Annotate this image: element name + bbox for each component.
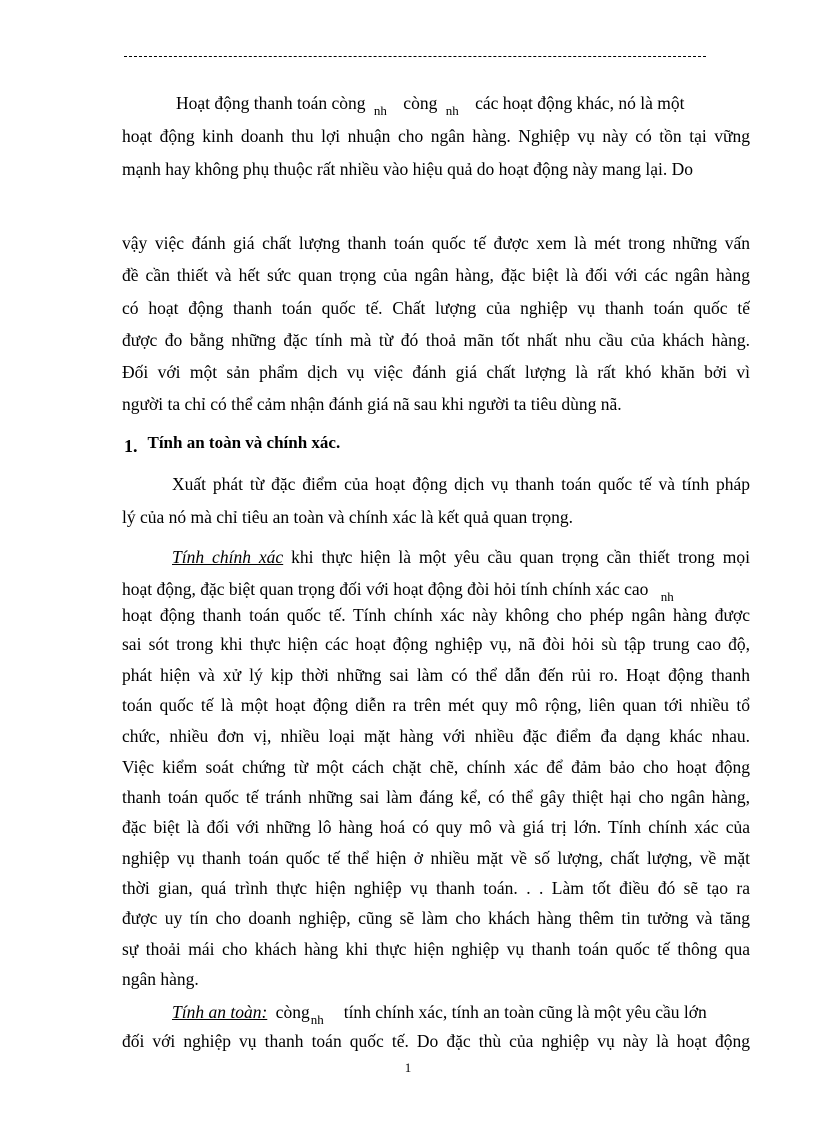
- p1-line-1: [122, 92, 750, 116]
- superscript-fragment: nh: [445, 103, 459, 116]
- p4-line-14: sự thoải mái cho khách hàng khi thực hiện nghiệp vụ thanh toán quốc tế thông qua: [122, 939, 750, 959]
- section-title: Tính an toàn và chính xác.: [147, 433, 341, 452]
- p4-line-11: nghiệp vụ thanh toán quốc tế thể hiện ở nhiều mặt về số lượng, chất lượng, về mặt: [122, 848, 750, 868]
- p4-line-10: đặc biệt là đối với những lô hàng hoá có quy mô và giá trị lớn. Tính chính xác của: [122, 817, 750, 837]
- superscript-fragment: nh: [660, 589, 674, 602]
- text-run: tính chính xác, tính an toàn cũng là một yêu cầu lớn: [343, 1002, 707, 1022]
- p4-line-7: chức, nhiều đơn vị, nhiều loại mặt hàng với nhiều đặc điểm đa dạng khác nhau.: [122, 726, 750, 746]
- p4-line-15: ngân hàng.: [122, 969, 199, 989]
- p4-line-4: sai sót trong khi thực hiện các hoạt động nghiệp vụ, nã đòi hỏi sù tập trung cao độ,: [122, 634, 750, 654]
- p1-line-3: mạnh hay không phụ thuộc rất nhiều vào hiệu quả do hoạt động này mang lại. Do: [122, 159, 694, 179]
- p3-line-1: Xuất phát từ đặc điểm của hoạt động dịch vụ thanh toán quốc tế và tính pháp: [172, 474, 750, 494]
- p2-line-1: vậy việc đánh giá chất lượng thanh toán quốc tế được xem là mét trong những vấn: [122, 233, 750, 253]
- p2-line-2: đề cần thiết và hết sức quan trọng của ngân hàng, đặc biệt là đối với các ngân hàng: [122, 265, 750, 285]
- text-run: hoạt động, đặc biệt quan trọng đối với hoạt động đòi hỏi tính chính xác cao: [122, 579, 649, 599]
- p5-line-2: đối với nghiệp vụ thanh toán quốc tế. Do đặc thù của nghiệp vụ này là hoạt động: [122, 1031, 750, 1051]
- p4-line-8: Việc kiểm soát chứng từ một cách chặt chẽ, chính xác để đảm bảo cho hoạt động: [122, 757, 750, 777]
- text-run: còng: [275, 1002, 310, 1022]
- p4-line-2: [122, 578, 750, 602]
- p3-line-2: lý của nó mà chỉ tiêu an toàn và chính xác là kết quả quan trọng.: [122, 507, 573, 527]
- superscript-fragment: nh: [373, 103, 387, 116]
- p4-line-6: toán quốc tế là một hoạt động diễn ra trên mét quy mô rộng, liên quan tới nhiều tổ: [122, 695, 750, 715]
- p4-line-3: hoạt động thanh toán quốc tế. Tính chính xác này không cho phép ngân hàng được: [122, 605, 750, 625]
- text-run: các hoạt động khác, nó là một: [475, 93, 685, 113]
- p4-line-12: thời gian, quá trình thực hiện nghiệp vụ thanh toán. . . Làm tốt điều đó sẽ tạo ra: [122, 878, 750, 898]
- p4-line-1: [122, 546, 750, 568]
- text-run: Hoạt động thanh toán còng: [176, 93, 366, 113]
- p2-line-3: có hoạt động thanh toán quốc tế. Chất lượng của nghiệp vụ thanh toán quốc tế: [122, 298, 750, 318]
- p5-line-1: [122, 1001, 750, 1025]
- p4-line-5: phát hiện và xử lý kịp thời những sai làm có thể dẫn đến rủi ro. Hoạt động thanh: [122, 665, 750, 685]
- superscript-fragment: nh: [310, 1012, 324, 1025]
- page-number: 1: [404, 1060, 412, 1075]
- p2-line-6: người ta chỉ có thể cảm nhận đánh giá nã sau khi người ta tiêu dùng nã.: [122, 394, 622, 414]
- section-number: 1.: [124, 436, 138, 456]
- term-safety: Tính an toàn:: [172, 1002, 268, 1022]
- term-accuracy: Tính chính xác: [172, 547, 284, 567]
- text-run: khi thực hiện là một yêu cầu quan trọng cần thiết trong mọi: [291, 547, 750, 567]
- section-heading: [124, 432, 341, 456]
- p2-line-5: Đối với một sản phẩm dịch vụ việc đánh giá chất lượng là rất khó khăn bởi vì: [122, 362, 750, 382]
- p2-line-4: được đo bằng những đặc tính mà từ đó thoả mãn tốt nhất nhu cầu của khách hàng.: [122, 330, 750, 350]
- p1-line-2: hoạt động kinh doanh thu lợi nhuận cho ngân hàng. Nghiệp vụ này có tồn tại vững: [122, 126, 750, 146]
- text-run: còng: [403, 93, 438, 113]
- p4-line-9: thanh toán quốc tế tránh những sai làm đáng kể, có thể gây thiệt hại cho ngân hàng,: [122, 787, 750, 807]
- header-dashed-rule: [124, 56, 706, 57]
- p4-line-13: được uy tín cho doanh nghiệp, cũng sẽ làm cho khách hàng thêm tin tưởng và tăng: [122, 908, 750, 928]
